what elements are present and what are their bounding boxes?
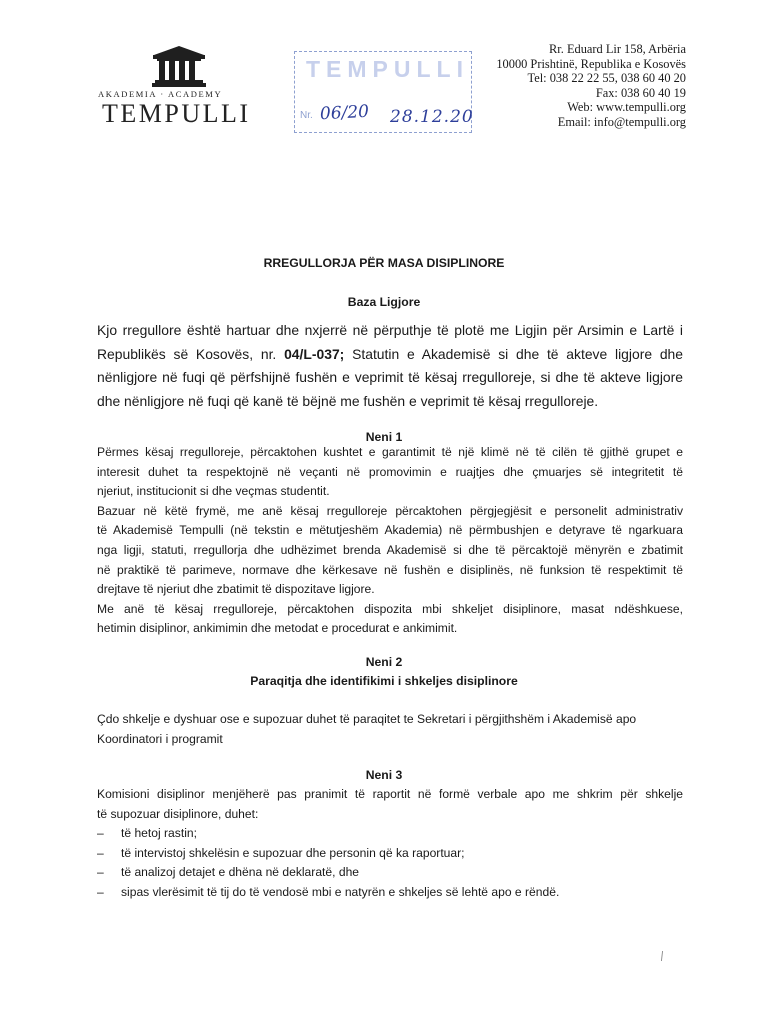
legal-base-line: dhe nënligjore në fuqi që kanë të bëjnë me fushën e veprimit të kësaj rregulloreje. xyxy=(97,392,599,409)
contact-address: Rr. Eduard Lir 158, Arbëria xyxy=(549,42,686,56)
list-item: – të analizoj detajet e dhëna në deklaratë, dhe xyxy=(97,863,657,883)
article-1-line: Përmes kësaj rregulloreje, përcaktohen kushtet e garantimit të një klimë në të cilën të gjithë grupet e xyxy=(97,445,683,459)
list-marker: – xyxy=(97,845,104,860)
legal-base-line: Republikës së Kosovës, nr. 04/L-037; Statutin e Akademisë si dhe të akteve ligjore dhe xyxy=(97,345,684,362)
handwritten-protocol-number: 06/20 xyxy=(319,101,370,125)
temple-columns-icon xyxy=(150,45,208,87)
article-3-body xyxy=(97,785,683,824)
article-1-line: drejtave të njeriut dhe zbatimit të dispozitave ligjore. xyxy=(97,582,375,597)
article-1-line: në praktikë të parimeve, normave dhe kërkesave në fushën e disiplinës, në funksion të respektimit të xyxy=(97,562,683,577)
article-3-line: Komisioni disiplinor menjëherë pas pranimit të raportit në formë verbale apo me shkrim për shkelje xyxy=(97,787,683,801)
list-marker: – xyxy=(97,884,104,899)
article-2-subheading: Paraqitja dhe identifikimi i shkeljes disiplinore xyxy=(250,674,518,688)
article-1-line: interesit duhet ta respektojnë në veçanti në promovimin e ruajtjes dhe çmuarjes së integritetit të xyxy=(97,464,683,479)
article-1-heading: Neni 1 xyxy=(365,430,403,444)
document-title: RREGULLORJA PËR MASA DISIPLINORE xyxy=(263,256,505,270)
article-1-body xyxy=(97,443,683,639)
contact-web: Web: www.tempulli.org xyxy=(567,100,686,115)
logo-name: TEMPULLI xyxy=(102,99,251,128)
article-1-line: të Akademisë Tempulli (në tekstin e mëtutjeshëm Akademia) në përmbushjen e detyrave të ngarkuara xyxy=(97,523,683,538)
article-1-line: njeriut, institucionit si dhe veçmas studentit. xyxy=(97,484,330,499)
list-item: – të hetoj rastin; xyxy=(97,824,657,844)
legal-base-line: Kjo rregullore është hartuar dhe nxjerrë në përputhje të plotë me Ligjin për Arsimin e Lartë i xyxy=(97,322,683,338)
list-item: – sipas vlerësimit të tij do të vendosë mbi e natyrën e shkeljes së lehtë apo e rëndë. xyxy=(97,883,657,903)
contact-city: 10000 Prishtinë, Republika e Kosovës xyxy=(496,56,686,71)
article-1-line: nga ligji, statuti, rregullorja dhe udhëzimet brenda Akademisë si dhe të përcaktojë mënyrën e zbatimit xyxy=(97,542,683,557)
list-marker: – xyxy=(97,826,104,840)
article-3-heading: Neni 3 xyxy=(365,768,403,782)
article-2-heading: Neni 2 xyxy=(365,655,403,669)
contact-email: Email: info@tempulli.org xyxy=(557,114,686,129)
article-2-body xyxy=(97,710,683,749)
contact-tel: Tel: 038 22 22 55, 038 60 40 20 xyxy=(527,71,686,86)
article-1-line: hetimin disiplinor, ankimimin dhe metodat e procedurat e ankimimit. xyxy=(97,621,458,636)
legal-base-line: nënligjore në fuqi që përfshijnë fushën e veprimit të kësaj rregulloreje, si dhe të akteve ligjore xyxy=(97,369,683,386)
contact-fax: Fax: 038 60 40 19 xyxy=(595,85,686,100)
contact-block xyxy=(496,42,686,130)
article-1-line: Me anë të kësaj rregulloreje, përcaktohen dispozita mbi shkeljet disiplinore, masat ndëshkuese, xyxy=(97,601,683,616)
article-2-line: Çdo shkelje e dyshuar ose e supozuar duhet të paraqitet te Sekretari i përgjithshëm i Akademisë apo xyxy=(97,712,637,726)
article-3-list xyxy=(97,824,657,902)
law-number: 04/L-037; xyxy=(284,345,345,362)
article-1-line: Bazuar në këtë frymë, me anë kësaj rregulloreje përcaktohen përgjegjësit e personelit administrativ xyxy=(97,503,683,518)
scan-mark xyxy=(661,951,663,961)
article-3-line: të supozuar disiplinore, duhet: xyxy=(97,806,259,821)
list-marker: – xyxy=(97,865,104,880)
stamp-label: TEMPULLI xyxy=(306,56,469,82)
legal-base-heading: Baza Ligjore xyxy=(347,295,421,309)
handwritten-date: 28.12.20 xyxy=(390,107,474,127)
logo-caption: AKADEMIA · ACADEMY xyxy=(98,89,223,99)
list-item: – të intervistoj shkelësin e supozuar dhe personin që ka raportuar; xyxy=(97,844,657,864)
stamp-number-prefix: Nr. xyxy=(300,110,313,121)
article-2-line: Koordinatori i programit xyxy=(97,731,223,746)
legal-base-paragraph xyxy=(97,319,683,413)
